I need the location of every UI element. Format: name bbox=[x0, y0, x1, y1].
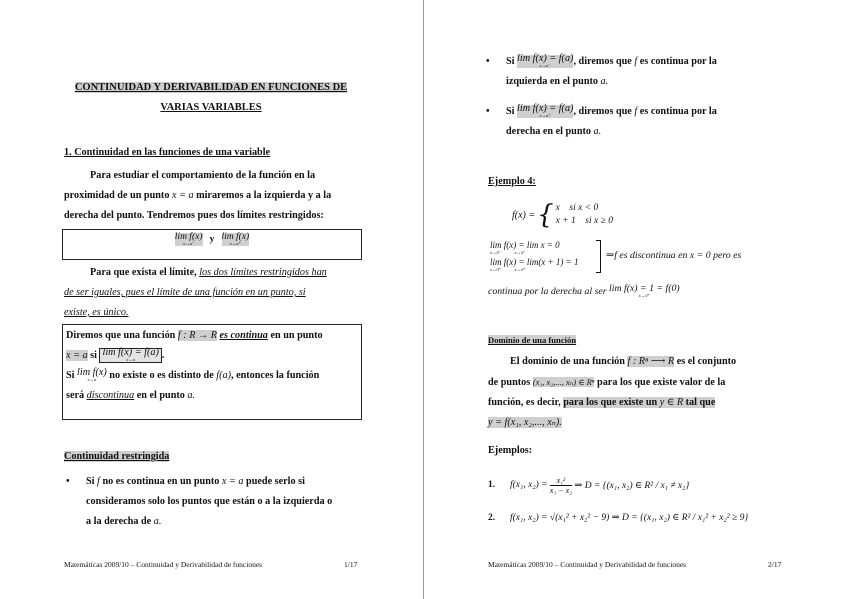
para1-line-2 bbox=[64, 186, 360, 206]
section2-text: Continuidad restringida bbox=[64, 451, 170, 462]
p2-bullet2-line-2 bbox=[484, 122, 784, 142]
dom3-highlight bbox=[563, 397, 715, 408]
p2b2-si: Si bbox=[506, 106, 515, 117]
rc-text: continua por la derecha al ser bbox=[488, 286, 607, 297]
math-f: f bbox=[634, 56, 638, 67]
p2-bullet1-line-1 bbox=[484, 52, 784, 72]
para2-line-1 bbox=[64, 263, 360, 283]
right-continuity-statement bbox=[488, 282, 680, 302]
document-page-2 bbox=[424, 0, 848, 599]
dom3-text-b: para los que existe un bbox=[563, 397, 658, 408]
math-y-equals-f: y = f(x₁, x₂,..., xₙ). bbox=[488, 417, 562, 428]
p2-bullet2-line-1 bbox=[484, 102, 784, 122]
para2-line-2: de ser iguales, pues el límite de una función en un punto, si bbox=[64, 287, 306, 298]
para2-line-3: existe, es único. bbox=[64, 307, 129, 318]
math-x-0: x = 0 bbox=[689, 250, 711, 261]
footer-page-number: 1/17 bbox=[344, 560, 358, 569]
title-line-2: VARIAS VARIABLES bbox=[160, 102, 262, 113]
concl-text-a: ⇒f es discontinua en bbox=[606, 250, 688, 261]
def4-discontinua: discontinua bbox=[86, 390, 135, 401]
def-line-4 bbox=[66, 386, 358, 406]
limit-right-sub: x→0⁺ x→0⁺ bbox=[490, 267, 526, 272]
discontinuity-conclusion bbox=[606, 246, 784, 266]
dom1-text-a: El dominio de una función bbox=[510, 356, 625, 367]
lim-right bbox=[222, 233, 250, 246]
lim-continuity-expr: lim f(x) = f(a) bbox=[102, 347, 159, 359]
case-2: x + 1 si x ≥ 0 bbox=[555, 216, 613, 226]
section-heading-continuidad-restringida bbox=[64, 447, 169, 467]
ex1-domain: ⇒ D = {(x₁, x₂) ∈ R² / x₁ ≠ x₂} bbox=[574, 480, 690, 491]
p2b2-l2-text: derecha en el punto bbox=[506, 126, 591, 137]
math-lim-right-0 bbox=[609, 285, 680, 298]
math-f-a: f(a) bbox=[216, 370, 231, 381]
lim-left-expr: lim f(x) bbox=[174, 232, 203, 242]
def-si: si bbox=[90, 350, 97, 361]
limit-left-sub: x→0⁻ x→0⁻ bbox=[490, 250, 526, 255]
math-lim-noexist bbox=[77, 369, 107, 382]
example-1-number: 1. bbox=[488, 480, 496, 490]
def3-si: Si bbox=[66, 370, 75, 381]
p2b1-si: Si bbox=[506, 56, 515, 67]
limit-right-expr: lim f(x) = lim(x + 1) = 1 bbox=[490, 257, 579, 267]
para2-text-b: los dos límites restringidos han bbox=[199, 267, 327, 278]
definition-box bbox=[62, 324, 362, 420]
paragraph-limit-condition bbox=[64, 263, 360, 323]
bullet-dot: • bbox=[66, 476, 70, 487]
p2b1-text-b: , diremos que bbox=[573, 56, 632, 67]
lim-continuity-sub: x→a bbox=[126, 357, 136, 363]
math-a-2: a. bbox=[153, 516, 162, 527]
paragraph-intro bbox=[64, 166, 360, 226]
p2b2-text-c: es continua por la bbox=[639, 106, 717, 117]
piecewise-lhs: f(x) = bbox=[512, 209, 536, 221]
lim-right-expr: lim f(x) bbox=[221, 232, 250, 242]
domain-line-1 bbox=[488, 352, 784, 372]
lim-left-sub: x→a⁻ bbox=[183, 241, 195, 246]
math-lim-continuity bbox=[99, 348, 161, 363]
b1-si: Si bbox=[86, 476, 95, 487]
def4-text-c: en el punto bbox=[136, 390, 185, 401]
title-line-1: CONTINUIDAD Y DERIVABILIDAD EN FUNCIONES DE bbox=[74, 82, 348, 93]
domain-line-3 bbox=[488, 393, 784, 413]
piecewise-function bbox=[512, 197, 613, 233]
p2b1-lim-sub: x→a⁻ bbox=[539, 63, 551, 69]
p2b1-l2-text: izquierda en el punto bbox=[506, 76, 598, 87]
bullet-right-continuity bbox=[484, 102, 784, 142]
p2b1-text-c: es continua por la bbox=[639, 56, 717, 67]
para2-text-a: Para que exista el límite, bbox=[90, 267, 197, 278]
dom2-text-b: para los que existe valor de la bbox=[597, 377, 726, 388]
footer-left: Matemáticas 2009/10 – Continuidad y Derivabilidad de funciones bbox=[64, 560, 263, 569]
def-continua: es continua bbox=[219, 330, 268, 341]
p2b1-lim-expr: lim f(x) = f(a) bbox=[517, 53, 574, 65]
def4-sera: será bbox=[66, 390, 85, 401]
examples-heading: Ejemplos: bbox=[488, 445, 533, 456]
b1-line3-text: a la derecha de bbox=[86, 516, 152, 527]
math-y-in-r: y ∈ R bbox=[659, 397, 684, 408]
def-line-2: x = a si lim f(x) = f(a) x→a . bbox=[66, 347, 165, 363]
para1-text-b: miraremos a la izquierda y a la bbox=[196, 190, 332, 201]
dom1-text-b: es el conjunto bbox=[676, 356, 737, 367]
section-heading-continuidad: 1. Continuidad en las funciones de una variable bbox=[64, 147, 271, 158]
footer-page-number: 2/17 bbox=[768, 560, 782, 569]
bullet-dot: • bbox=[486, 56, 490, 67]
math-x-a: x = a bbox=[66, 350, 88, 361]
math-x-equals-a: x = a bbox=[171, 190, 194, 201]
math-f-r-to-r: f : R → R bbox=[177, 330, 217, 341]
dom2-text-a: de puntos bbox=[488, 377, 531, 388]
def-line-1 bbox=[66, 326, 358, 346]
lim-noexist-expr: lim f(x) bbox=[77, 367, 107, 379]
domain-definition bbox=[488, 352, 784, 433]
math-lim-right bbox=[517, 105, 573, 118]
dom3-text-c: tal que bbox=[685, 397, 716, 408]
footer-left: Matemáticas 2009/10 – Continuidad y Derivabilidad de funciones bbox=[488, 560, 687, 569]
ex1-denominator: x₁ − x₂ bbox=[549, 485, 572, 495]
domain-line-2 bbox=[488, 372, 784, 393]
para1-text-a: proximidad de un punto bbox=[64, 190, 170, 201]
para1-line-3: derecha del punto. Tendremos pues dos límites restringidos: bbox=[64, 210, 324, 221]
bullet-continuidad-restringida bbox=[64, 472, 360, 532]
def-text-c: en un punto bbox=[270, 330, 323, 341]
ex1-lhs: f(x₁, x₂) = bbox=[510, 480, 548, 490]
limit-right-row bbox=[490, 257, 578, 272]
limit-left-row bbox=[490, 240, 578, 255]
domain-line-4 bbox=[488, 413, 784, 433]
concl-text-b: pero es bbox=[713, 250, 742, 261]
math-a: a. bbox=[187, 390, 196, 401]
bullet-dot: • bbox=[486, 106, 490, 117]
limits-box-content bbox=[63, 230, 361, 246]
example-4-heading: Ejemplo 4: bbox=[488, 176, 536, 187]
math-f: f bbox=[634, 106, 638, 117]
lim-noexist-sub: x→a bbox=[87, 377, 97, 383]
def3-text-c: , entonces la función bbox=[230, 370, 320, 381]
page-title bbox=[62, 78, 360, 118]
bullet1-line-1 bbox=[64, 472, 360, 492]
p2b2-lim-sub: x→a⁺ bbox=[539, 113, 551, 119]
math-point-in-rn: (x₁, x₂,..., xₙ) ∈ Rⁿ bbox=[532, 377, 595, 387]
limits-system bbox=[490, 240, 578, 272]
example-2-number: 2. bbox=[488, 513, 496, 523]
ex1-numerator: x₁² bbox=[550, 476, 572, 486]
limit-left-expr: lim f(x) = lim x = 0 bbox=[490, 240, 560, 250]
domain-heading bbox=[488, 333, 576, 347]
dom3-text-a: función, es decir, bbox=[488, 397, 561, 408]
b1-text-b: no es continua en un punto bbox=[102, 476, 220, 487]
def-text-a: Diremos que una función bbox=[66, 330, 176, 341]
case-1: x si x < 0 bbox=[555, 203, 599, 213]
math-a: a. bbox=[593, 126, 602, 137]
p2-bullet1-line-2 bbox=[484, 72, 784, 92]
b1-text-c: puede serlo si bbox=[246, 476, 305, 487]
lim-left bbox=[175, 233, 203, 246]
math-f-rn-to-r: f : Rⁿ ⟶ R bbox=[627, 356, 675, 367]
domain-heading-text: Dominio de una función bbox=[488, 335, 577, 345]
bullet-left-continuity bbox=[484, 52, 784, 92]
limits-box bbox=[62, 229, 362, 260]
def3-text-b: no existe o es distinto de bbox=[109, 370, 214, 381]
ex2-expression: f(x₁, x₂) = √(x₁² + x₂² − 9) ⇒ D = {(x₁, x₂) ∈ R² / x₁² + x₂² ≥ 9} bbox=[510, 513, 749, 523]
math-f: f bbox=[97, 476, 100, 487]
left-brace-icon: { bbox=[537, 200, 554, 230]
piecewise-cases bbox=[556, 202, 613, 228]
p2b2-lim-expr: lim f(x) = f(a) bbox=[517, 103, 574, 115]
rc-lim-sub: x→0⁺ bbox=[638, 293, 650, 299]
ex1-fraction bbox=[550, 476, 572, 495]
math-lim-left bbox=[517, 55, 573, 68]
lim-connector: y bbox=[209, 234, 215, 245]
math-a: a. bbox=[600, 76, 609, 87]
bullet1-line-2: consideramos solo los puntos que están o a la izquierda o bbox=[86, 496, 333, 507]
bullet1-line-3 bbox=[64, 512, 360, 532]
example-1 bbox=[488, 470, 689, 500]
para1-line-1: Para estudiar el comportamiento de la función en la bbox=[90, 170, 316, 181]
def-line-3 bbox=[66, 366, 358, 386]
example-2 bbox=[488, 508, 748, 528]
math-x-a-2: x = a bbox=[221, 476, 244, 487]
p2b2-text-b: , diremos que bbox=[573, 106, 632, 117]
lim-right-sub: x→a⁺ bbox=[229, 241, 241, 246]
right-bracket-icon bbox=[596, 240, 601, 273]
rc-lim-expr: lim f(x) = 1 = f(0) bbox=[609, 283, 680, 295]
